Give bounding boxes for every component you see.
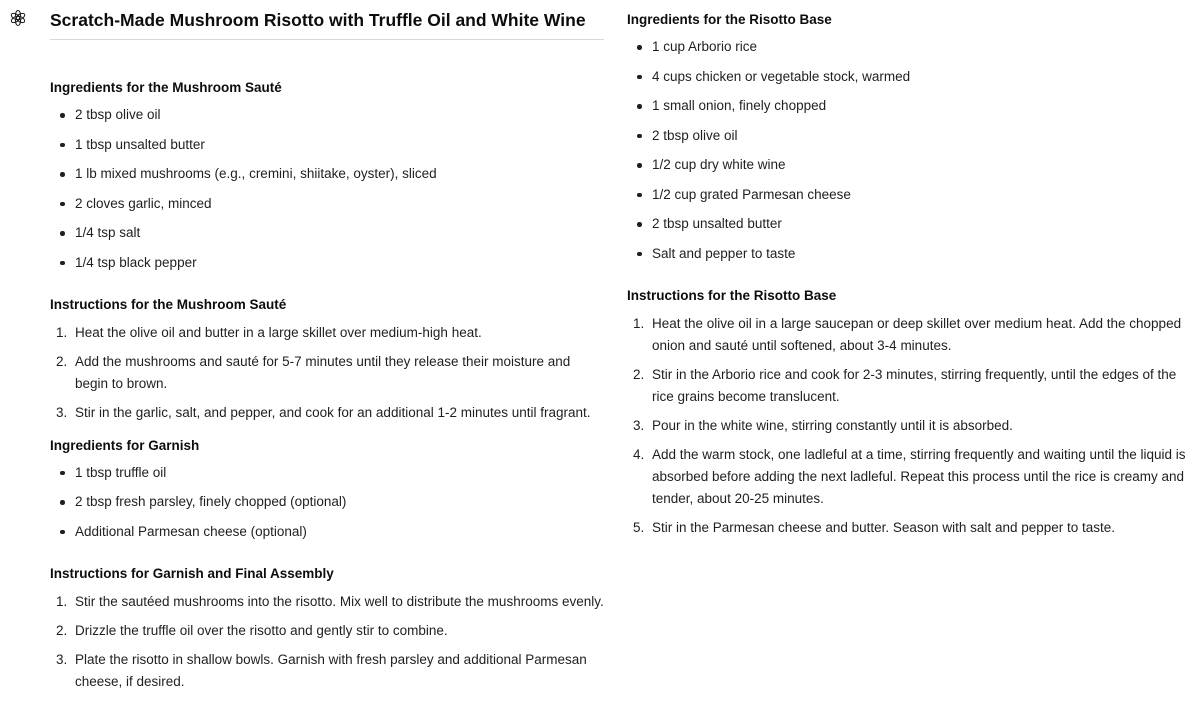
list-item: 2. Add the mushrooms and sauté for 5-7 minutes until they release their moisture and begin to brown. [56, 353, 571, 391]
list-item: 3. Pour in the white wine, stirring constantly until it is absorbed. [633, 417, 1013, 433]
list-item: 2 tbsp olive oil [627, 125, 1197, 147]
left-column [50, 0, 604, 693]
list-item: 2 tbsp fresh parsley, finely chopped (optional) [50, 491, 604, 513]
garnish-ingredients-heading: Ingredients for Garnish [50, 437, 200, 453]
garnish-instructions-heading: Instructions for Garnish and Final Assembly [50, 565, 334, 581]
list-item: 1 tbsp truffle oil [50, 462, 604, 484]
step-text: Heat the olive oil and butter in a large skillet over medium-high heat. [75, 324, 482, 340]
mushroom-ingredients-section [50, 78, 604, 274]
step-text: Drizzle the truffle oil over the risotto and gently stir to combine. [75, 622, 448, 638]
list-item: 4. Add the warm stock, one ladleful at a time, stirring frequently and waiting until the liquid is absorbed before adding the next ladleful. Repeat this process until the rice is creamy and tender, about 20-25 minutes. [633, 446, 1186, 506]
risotto-instructions-list [627, 313, 1197, 539]
step-text: Plate the risotto in shallow bowls. Garnish with fresh parsley and additional Parmesan cheese, if desired. [75, 651, 587, 689]
list-item: 3. Plate the risotto in shallow bowls. Garnish with fresh parsley and additional Parmesan cheese, if desired. [56, 651, 587, 689]
list-item: 1. Stir the sautéed mushrooms into the risotto. Mix well to distribute the mushrooms evenly. [56, 593, 604, 609]
title-divider [50, 39, 604, 40]
mushroom-instructions-section [50, 295, 604, 424]
garnish-instructions-list [50, 591, 604, 693]
garnish-instructions-section [50, 564, 604, 693]
list-item: 1. Heat the olive oil and butter in a large skillet over medium-high heat. [56, 324, 482, 340]
right-column [627, 0, 1197, 539]
mushroom-ingredients-heading: Ingredients for the Mushroom Sauté [50, 80, 282, 95]
list-item: 2. Drizzle the truffle oil over the risotto and gently stir to combine. [56, 622, 448, 638]
list-item: 1 tbsp unsalted butter [50, 134, 604, 156]
list-item: Salt and pepper to taste [627, 243, 1197, 265]
risotto-ingredients-heading: Ingredients for the Risotto Base [627, 12, 832, 27]
risotto-ingredients-section [627, 10, 1197, 265]
mushroom-instructions-list [50, 322, 604, 424]
list-item: 1/2 cup dry white wine [627, 154, 1197, 176]
step-text: Pour in the white wine, stirring constantly until it is absorbed. [652, 417, 1013, 433]
mushroom-ingredients-list [50, 104, 604, 274]
list-item: 5. Stir in the Parmesan cheese and butter. Season with salt and pepper to taste. [633, 519, 1116, 535]
list-item: 1. Heat the olive oil in a large saucepan or deep skillet over medium heat. Add the chopped onion and sauté until softened, about 3-4 minutes. [633, 315, 1182, 353]
step-text: Heat the olive oil in a large saucepan or deep skillet over medium heat. Add the chopped onion and sauté until softened, about 3-4 minutes. [652, 315, 1182, 353]
risotto-instructions-heading: Instructions for the Risotto Base [627, 287, 837, 303]
mushroom-instructions-heading: Instructions for the Mushroom Sauté [50, 296, 287, 312]
page-title: Scratch-Made Mushroom Risotto with Truffle Oil and White Wine [50, 10, 586, 30]
chatgpt-logo-icon [9, 9, 27, 27]
list-item: 1/4 tsp black pepper [50, 252, 604, 274]
risotto-ingredients-list [627, 36, 1197, 265]
step-text: Stir the sautéed mushrooms into the risotto. Mix well to distribute the mushrooms evenly. [75, 593, 604, 609]
list-item: 3. Stir in the garlic, salt, and pepper, and cook for an additional 1-2 minutes until fragrant. [56, 404, 591, 420]
risotto-instructions-section [627, 286, 1197, 539]
garnish-ingredients-list [50, 462, 604, 543]
list-item: 4 cups chicken or vegetable stock, warmed [627, 66, 1197, 88]
list-item: 1 lb mixed mushrooms (e.g., cremini, shiitake, oyster), sliced [50, 163, 604, 185]
list-item: 1 cup Arborio rice [627, 36, 1197, 58]
list-item: Additional Parmesan cheese (optional) [50, 521, 604, 543]
garnish-ingredients-section [50, 436, 604, 543]
list-item: 1 small onion, finely chopped [627, 95, 1197, 117]
step-text: Stir in the Arborio rice and cook for 2-3 minutes, stirring frequently, until the edges of the rice grains become translucent. [652, 366, 1177, 404]
step-text: Add the warm stock, one ladleful at a time, stirring frequently and waiting until the liquid is absorbed before adding the next ladleful. Repeat this process until the rice is creamy and tender, about 20-25 minutes. [652, 446, 1186, 506]
step-text: Add the mushrooms and sauté for 5-7 minutes until they release their moisture and begin to brown. [75, 353, 571, 391]
list-item: 2. Stir in the Arborio rice and cook for 2-3 minutes, stirring frequently, until the edges of the rice grains become translucent. [633, 366, 1177, 404]
list-item: 2 tbsp unsalted butter [627, 213, 1197, 235]
step-text: Stir in the garlic, salt, and pepper, and cook for an additional 1-2 minutes until fragrant. [75, 404, 591, 420]
list-item: 1/2 cup grated Parmesan cheese [627, 184, 1197, 206]
list-item: 2 tbsp olive oil [50, 104, 604, 126]
list-item: 1/4 tsp salt [50, 222, 604, 244]
list-item: 2 cloves garlic, minced [50, 193, 604, 215]
step-text: Stir in the Parmesan cheese and butter. Season with salt and pepper to taste. [652, 519, 1116, 535]
